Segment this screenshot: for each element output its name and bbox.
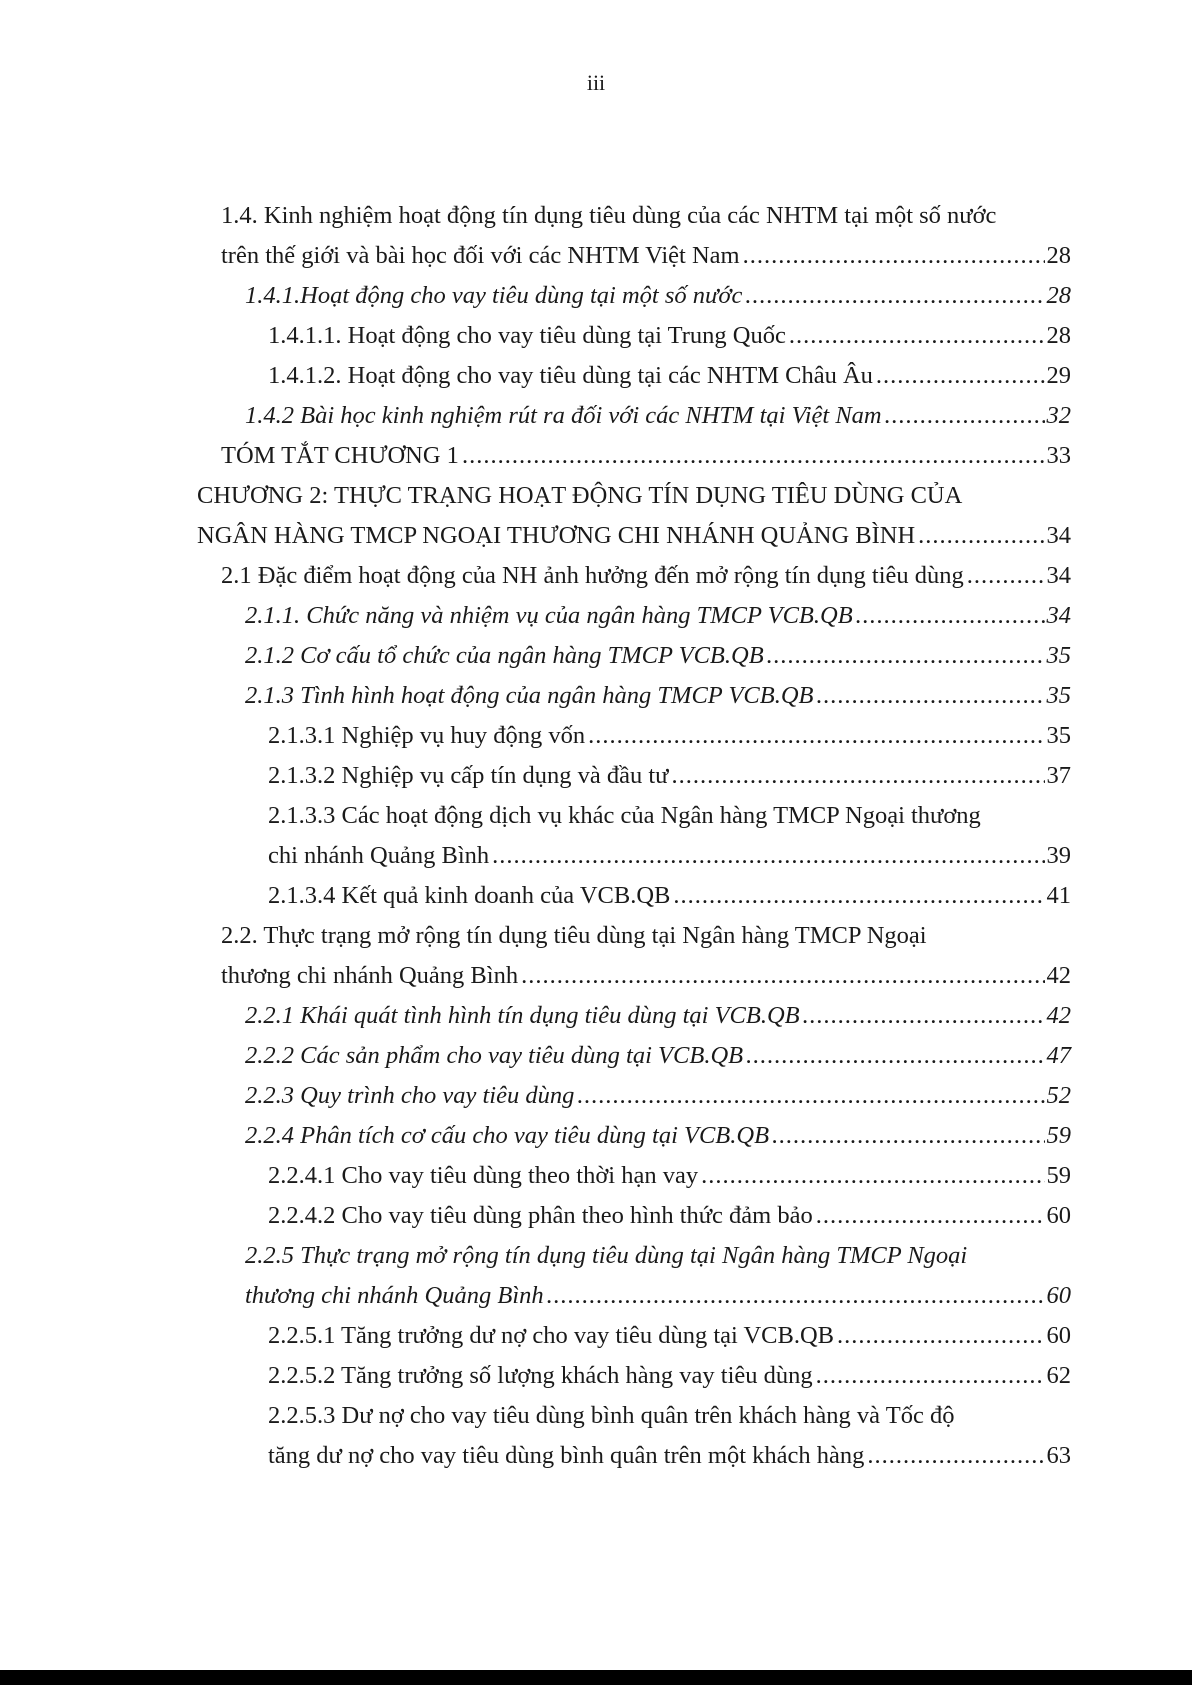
toc-entry-text: 2.2.4.2 Cho vay tiêu dùng phân theo hình thức đảm bảo <box>268 1202 813 1229</box>
page-number: iii <box>586 70 606 95</box>
toc-entry-text: TÓM TẮT CHƯƠNG 1 <box>221 442 459 469</box>
toc-page-number: 35 <box>1046 722 1071 749</box>
toc-entry-text: 2.1.3.4 Kết quả kinh doanh của VCB.QB <box>268 882 671 909</box>
toc-entry-text: 2.2. Thực trạng mở rộng tín dụng tiêu dùng tại Ngân hàng TMCP Ngoại <box>221 922 927 949</box>
bottom-edge-bar <box>0 1670 1192 1685</box>
toc-entry-text: thương chi nhánh Quảng Bình <box>221 962 519 989</box>
toc-entry-text: 2.1.3.1 Nghiệp vụ huy động vốn <box>268 722 586 749</box>
toc-entry-1-4-1-2[interactable] <box>268 356 1071 396</box>
toc-entry-2-1-2[interactable] <box>245 636 1071 676</box>
toc-page-number: 60 <box>1046 1202 1071 1229</box>
toc-page-number: 32 <box>1046 402 1071 429</box>
toc-entry-text: tăng dư nợ cho vay tiêu dùng bình quân trên một khách hàng <box>268 1442 865 1469</box>
toc-entry-2-2-5-3-cont[interactable] <box>268 1436 1071 1476</box>
toc-entry-2-1-3-1[interactable] <box>268 716 1071 756</box>
toc-entry-text: 2.2.1 Khái quát tình hình tín dụng tiêu dùng tại VCB.QB <box>245 1002 800 1029</box>
toc-entry-text: 2.2.4.1 Cho vay tiêu dùng theo thời hạn vay <box>268 1162 699 1189</box>
toc-entry-2-2-4[interactable] <box>245 1116 1071 1156</box>
toc-entry-2-2-5-3[interactable] <box>268 1396 1071 1436</box>
toc-entry-text: trên thế giới và bài học đối với các NHTM Việt Nam <box>221 242 740 269</box>
dot-leader <box>867 1436 1044 1476</box>
toc-entry-chapter-1-summary[interactable] <box>221 436 1071 476</box>
toc-page-number: 42 <box>1046 962 1071 989</box>
toc-entry-2-1-1[interactable] <box>245 596 1071 636</box>
toc-page-number: 52 <box>1046 1082 1071 1109</box>
toc-entry-text: 2.2.4 Phân tích cơ cấu cho vay tiêu dùng tại VCB.QB <box>245 1122 770 1149</box>
toc-entry-2-2-4-2[interactable] <box>268 1196 1071 1236</box>
toc-entry-text: NGÂN HÀNG TMCP NGOẠI THƯƠNG CHI NHÁNH QUẢNG BÌNH <box>197 522 916 549</box>
toc-entry-2-1-3-3-cont[interactable] <box>268 836 1071 876</box>
toc-entry-text: 2.1.1. Chức năng và nhiệm vụ của ngân hàng TMCP VCB.QB <box>245 602 853 629</box>
toc-entry-text: 2.1.2 Cơ cấu tổ chức của ngân hàng TMCP VCB.QB <box>245 642 764 669</box>
dot-leader <box>803 996 1045 1036</box>
toc-page-number: 63 <box>1046 1442 1071 1469</box>
toc-page-number: 28 <box>1046 242 1071 269</box>
toc-entry-2-2-2[interactable] <box>245 1036 1071 1076</box>
toc-entry-text: 1.4.2 Bài học kinh nghiệm rút ra đối với các NHTM tại Việt Nam <box>245 402 882 429</box>
dot-leader <box>701 1156 1044 1196</box>
toc-entry-text: 2.2.5.3 Dư nợ cho vay tiêu dùng bình quân trên khách hàng và Tốc độ <box>268 1402 955 1429</box>
toc-page-number: 37 <box>1046 762 1071 789</box>
dot-leader <box>588 716 1044 756</box>
dot-leader <box>462 436 1045 476</box>
toc-page-number: 35 <box>1046 682 1071 709</box>
dot-leader <box>746 1036 1044 1076</box>
dot-leader <box>743 236 1045 276</box>
dot-leader <box>521 956 1044 996</box>
toc-page-number: 39 <box>1046 842 1071 869</box>
toc-entry-2-2-5-cont[interactable] <box>245 1276 1071 1316</box>
toc-entry-2-2[interactable] <box>221 916 1071 956</box>
toc-entry-1-4-1[interactable] <box>245 276 1071 316</box>
toc-entry-2-2-5[interactable] <box>245 1236 1071 1276</box>
toc-page-number: 34 <box>1046 522 1071 549</box>
dot-leader <box>492 836 1044 876</box>
toc-entry-text: 2.1.3.3 Các hoạt động dịch vụ khác của Ngân hàng TMCP Ngoại thương <box>268 802 981 829</box>
toc-page-number: 60 <box>1046 1322 1071 1349</box>
toc-entry-text: 2.2.2 Các sản phẩm cho vay tiêu dùng tại VCB.QB <box>245 1042 744 1069</box>
toc-entry-2-2-3[interactable] <box>245 1076 1071 1116</box>
dot-leader <box>772 1116 1044 1156</box>
dot-leader <box>918 516 1044 556</box>
toc-entry-text: 2.1 Đặc điểm hoạt động của NH ảnh hưởng đến mở rộng tín dụng tiêu dùng <box>221 562 964 589</box>
toc-entry-text: 2.2.5.1 Tăng trưởng dư nợ cho vay tiêu dùng tại VCB.QB <box>268 1322 835 1349</box>
toc-entry-text: 2.2.5 Thực trạng mở rộng tín dụng tiêu dùng tại Ngân hàng TMCP Ngoại <box>245 1242 968 1269</box>
dot-leader <box>789 316 1045 356</box>
dot-leader <box>767 636 1045 676</box>
toc-entry-text: 2.2.5.2 Tăng trưởng số lượng khách hàng vay tiêu dùng <box>268 1362 813 1389</box>
toc-page-number: 29 <box>1046 362 1071 389</box>
dot-leader <box>673 876 1044 916</box>
toc-entry-2-2-1[interactable] <box>245 996 1071 1036</box>
toc-page-number: 47 <box>1046 1042 1071 1069</box>
toc-entry-text: 1.4.1.2. Hoạt động cho vay tiêu dùng tại các NHTM Châu Âu <box>268 362 873 389</box>
dot-leader <box>745 276 1044 316</box>
dot-leader <box>816 1196 1045 1236</box>
dot-leader <box>885 396 1045 436</box>
toc-entry-2-1-3-3[interactable] <box>268 796 1071 836</box>
toc-page-number: 28 <box>1046 282 1071 309</box>
toc-entry-text: CHƯƠNG 2: THỰC TRẠNG HOẠT ĐỘNG TÍN DỤNG TIÊU DÙNG CỦA <box>197 482 963 509</box>
toc-page-number: 33 <box>1046 442 1071 469</box>
toc-entry-chapter-2-cont[interactable] <box>197 516 1071 556</box>
toc-entry-2-1-3-4[interactable] <box>268 876 1071 916</box>
toc-entry-text: thương chi nhánh Quảng Bình <box>245 1282 544 1309</box>
toc-entry-chapter-2[interactable] <box>197 476 1071 516</box>
dot-leader <box>856 596 1045 636</box>
toc-page-number: 60 <box>1046 1282 1071 1309</box>
toc-page-number: 35 <box>1046 642 1071 669</box>
toc-entry-text: 2.1.3.2 Nghiệp vụ cấp tín dụng và đầu tư <box>268 762 669 789</box>
toc-entry-2-2-5-1[interactable] <box>268 1316 1071 1356</box>
toc-entry-2-1-3[interactable] <box>245 676 1071 716</box>
toc-page-number: 59 <box>1046 1162 1071 1189</box>
dot-leader <box>816 1356 1045 1396</box>
dot-leader <box>837 1316 1044 1356</box>
toc-page-number: 34 <box>1046 562 1071 589</box>
toc-page-number: 42 <box>1046 1002 1071 1029</box>
dot-leader <box>817 676 1045 716</box>
toc-page-number: 28 <box>1046 322 1071 349</box>
dot-leader <box>876 356 1045 396</box>
toc-entry-text: 2.2.3 Quy trình cho vay tiêu dùng <box>245 1082 575 1109</box>
toc-page-number: 62 <box>1046 1362 1071 1389</box>
dot-leader <box>671 756 1044 796</box>
toc-entry-1-4-cont[interactable] <box>221 236 1071 276</box>
toc-entry-2-1[interactable] <box>221 556 1071 596</box>
toc-entry-text: chi nhánh Quảng Bình <box>268 842 490 869</box>
toc-page-number: 59 <box>1046 1122 1071 1149</box>
toc-entry-2-2-cont[interactable] <box>221 956 1071 996</box>
dot-leader <box>577 1076 1044 1116</box>
dot-leader <box>967 556 1045 596</box>
dot-leader <box>547 1276 1045 1316</box>
toc-entry-text: 1.4.1.Hoạt động cho vay tiêu dùng tại một số nước <box>245 282 743 309</box>
toc-entry-text: 1.4. Kinh nghiệm hoạt động tín dụng tiêu dùng của các NHTM tại một số nước <box>221 202 997 229</box>
toc-entry-2-2-5-2[interactable] <box>268 1356 1071 1396</box>
toc-page-number: 34 <box>1046 602 1071 629</box>
toc-entry-1-4[interactable] <box>221 196 1071 236</box>
toc-entry-1-4-2[interactable] <box>245 396 1071 436</box>
toc-entry-1-4-1-1[interactable] <box>268 316 1071 356</box>
toc-entry-text: 1.4.1.1. Hoạt động cho vay tiêu dùng tại Trung Quốc <box>268 322 786 349</box>
toc-entry-2-2-4-1[interactable] <box>268 1156 1071 1196</box>
toc-entry-text: 2.1.3 Tình hình hoạt động của ngân hàng TMCP VCB.QB <box>245 682 814 709</box>
toc-page-number: 41 <box>1046 882 1071 909</box>
toc-entry-2-1-3-2[interactable] <box>268 756 1071 796</box>
